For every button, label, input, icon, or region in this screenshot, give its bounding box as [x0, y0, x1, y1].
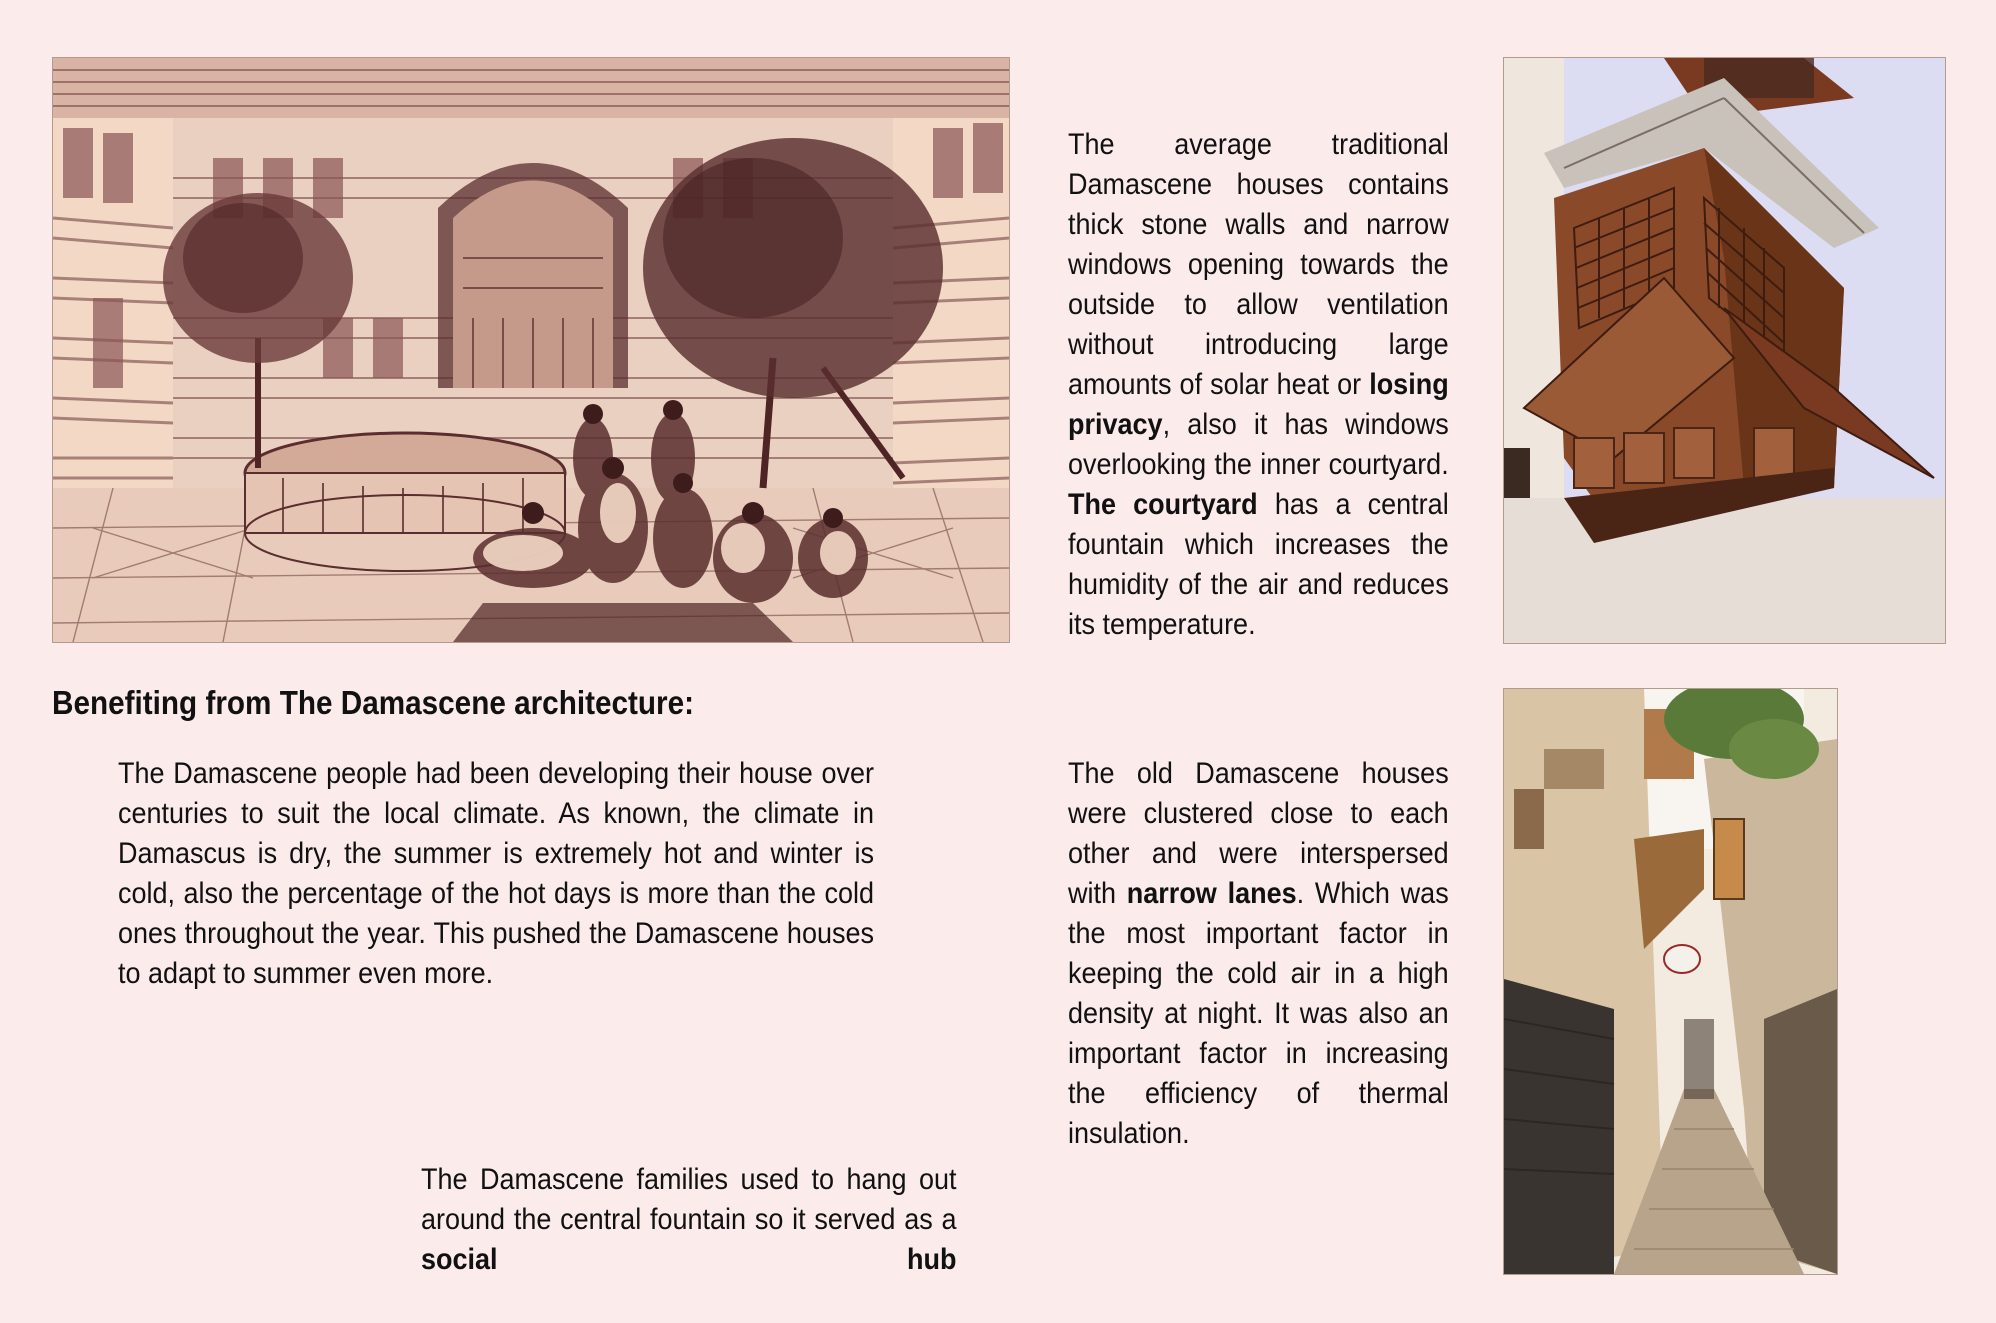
text-span: The Damascene families used to hang out around the central fountain so it served as a — [421, 1163, 957, 1236]
narrow-lane-photo — [1503, 688, 1838, 1275]
bold-phrase-courtyard: The courtyard — [1068, 488, 1258, 521]
text-span: . Which was the most important factor in keeping the cold air in a high density at night. It was also an important factor in increasing the efficiency of thermal insulation. — [1068, 877, 1449, 1150]
bold-phrase-narrow-lanes: narrow lanes — [1126, 877, 1297, 910]
paragraph-climate: The Damascene people had been developing their house over centuries to suit the local climate. As known, the climate in Damascus is dry, the summer is extremely hot and winter is cold, also the percentage of the hot days is more than the cold ones throughout the year. This pushed the Damascene houses to adapt to summer even more. — [118, 757, 874, 990]
text-span: , also it has windows overlooking the inner courtyard. — [1068, 408, 1449, 481]
courtyard-engraving-image — [52, 57, 1010, 643]
bold-phrase-losing-privacy: losing privacy — [1068, 368, 1449, 441]
mashrabiya-balcony-photo — [1503, 57, 1946, 644]
text-span: has a central fountain which increases the humidity of the air and reduces its temperature. — [1068, 488, 1449, 641]
paragraph-narrow-lanes — [1068, 754, 1449, 1154]
paragraph-social-hub — [421, 1160, 957, 1280]
text-span: The old Damascene houses were clustered close to each other and were interspersed with — [1068, 757, 1449, 910]
paragraph-traditional-houses — [1068, 125, 1449, 645]
bold-phrase-social-hub: social hub — [421, 1243, 957, 1276]
section-heading: Benefiting from The Damascene architecture: — [52, 684, 695, 721]
text-span: The average traditional Damascene houses contains thick stone walls and narrow windows opening towards the outside to allow ventilation without introducing large amounts of solar heat or — [1068, 128, 1449, 401]
